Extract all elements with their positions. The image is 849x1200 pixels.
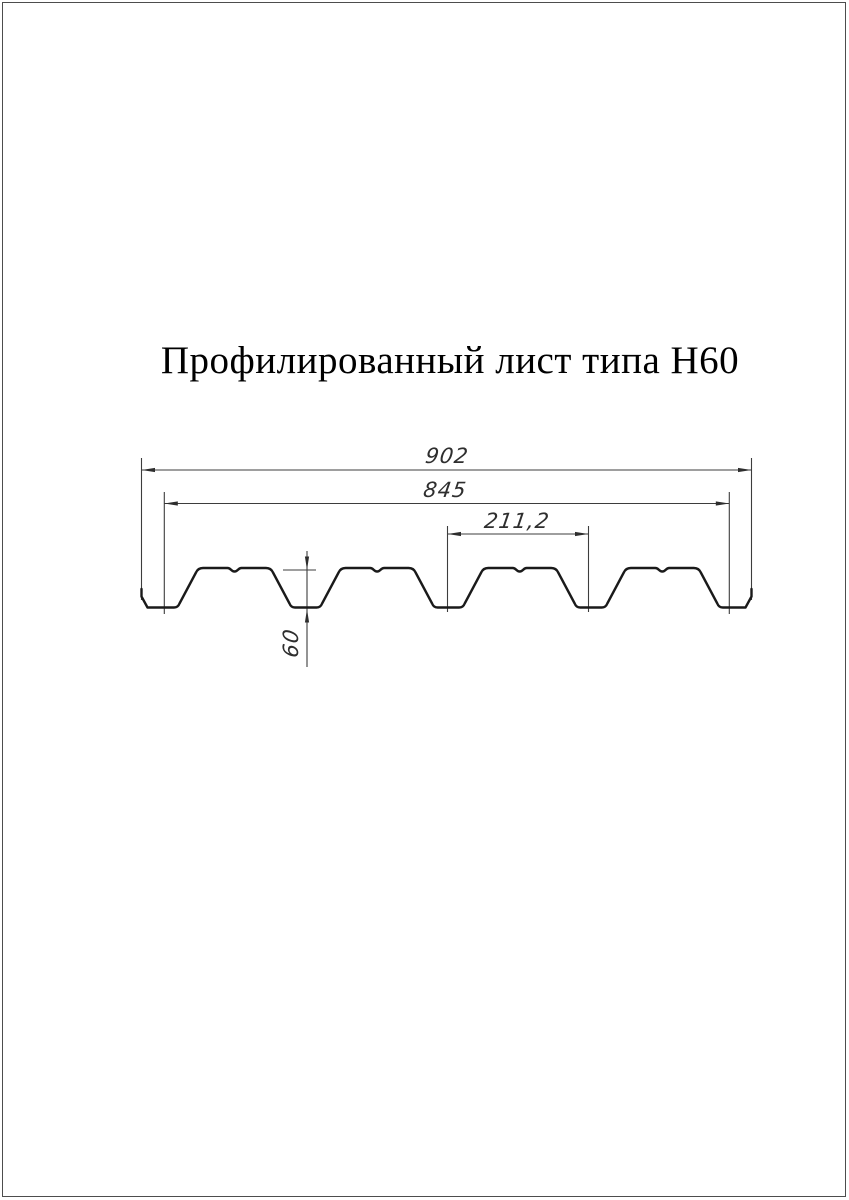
dim-label-useful-width: 845: [421, 478, 469, 502]
arrowhead-icon: [305, 609, 309, 623]
arrowhead-icon: [142, 468, 156, 472]
arrowhead-icon: [738, 468, 752, 472]
dim-label-overall-width: 902: [423, 444, 471, 468]
arrowhead-icon: [575, 532, 589, 536]
dim-label-rib-pitch: 211,2: [482, 509, 552, 533]
drawing-title: Профилированный лист типа Н60: [160, 339, 740, 382]
arrowhead-icon: [448, 532, 462, 536]
arrowhead-icon: [305, 557, 309, 571]
arrowhead-icon: [164, 501, 178, 505]
dim-label-profile-height: 60: [279, 626, 303, 660]
arrowhead-icon: [716, 501, 730, 505]
profile-outline: [142, 568, 752, 608]
